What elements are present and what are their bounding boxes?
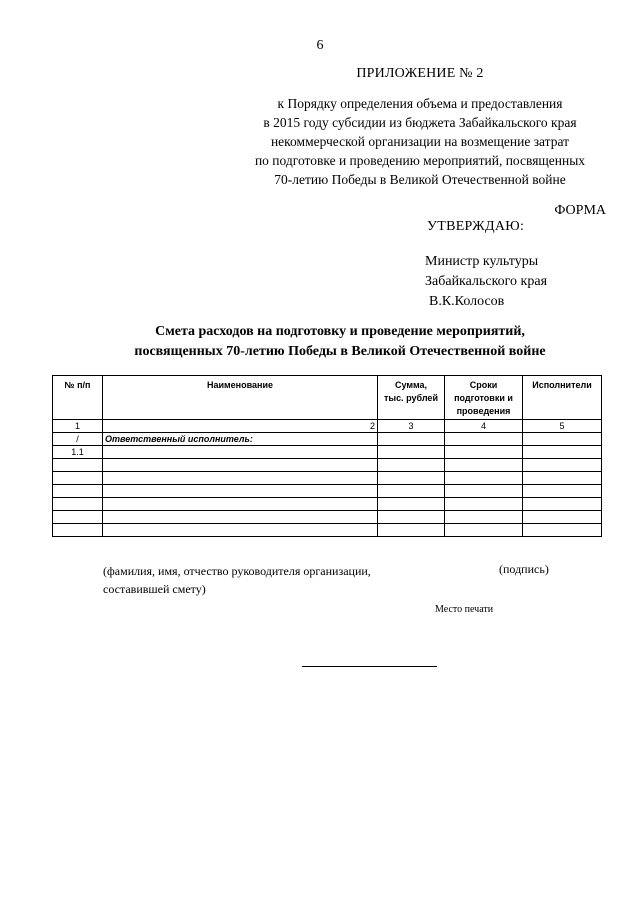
- approver-block: [425, 252, 547, 312]
- table-row: [53, 511, 602, 524]
- appendix-description: [200, 94, 640, 189]
- column-number: 3: [378, 420, 445, 433]
- stamp-place-label: Место печати: [435, 604, 494, 615]
- document-title: [60, 322, 620, 362]
- row-num: [53, 511, 103, 524]
- row-sum: [378, 459, 445, 472]
- column-number: 1: [53, 420, 103, 433]
- row-executors: [523, 459, 602, 472]
- row-name: [103, 485, 378, 498]
- row-sum: [378, 498, 445, 511]
- table-row: [53, 524, 602, 537]
- row-executors: [523, 472, 602, 485]
- row-name: Ответственный исполнитель:: [103, 433, 378, 446]
- approver-name: В.К.Колосов: [429, 294, 505, 309]
- row-terms: [445, 485, 523, 498]
- row-sum: [378, 511, 445, 524]
- appendix-line: некоммерческой организации на возмещение затрат: [270, 134, 570, 149]
- table-row: [53, 485, 602, 498]
- header-sum-line: Сумма,: [394, 380, 428, 390]
- row-name: [103, 446, 378, 459]
- row-name: [103, 472, 378, 485]
- appendix-line: к Порядку определения объема и предоставления: [277, 96, 563, 111]
- row-executors: [523, 511, 602, 524]
- table-row: [53, 498, 602, 511]
- row-terms: [445, 459, 523, 472]
- header-sum-line: тыс. рублей: [384, 393, 438, 403]
- row-num: [53, 524, 103, 537]
- row-terms: [445, 433, 523, 446]
- header-terms-line: Сроки: [469, 380, 498, 390]
- row-sum: [378, 433, 445, 446]
- column-number: 5: [523, 420, 602, 433]
- signatory-caption-line: составившей смету): [103, 582, 206, 596]
- approver-position: Министр культуры: [425, 254, 539, 269]
- appendix-line: по подготовке и проведению мероприятий, посвященных: [254, 153, 586, 168]
- table-row: [53, 433, 602, 446]
- header-terms-line: подготовки и: [454, 393, 513, 403]
- appendix-title: ПРИЛОЖЕНИЕ № 2: [356, 66, 484, 81]
- approval-title: УТВЕРЖДАЮ:: [427, 219, 525, 234]
- header-sum: [378, 376, 445, 420]
- table-header-row: [53, 376, 602, 420]
- header-terms: [445, 376, 523, 420]
- table-row: [53, 459, 602, 472]
- row-num: [53, 472, 103, 485]
- row-executors: [523, 446, 602, 459]
- signature-line: [302, 666, 437, 667]
- page-number: 6: [316, 38, 324, 53]
- row-terms: [445, 524, 523, 537]
- header-name: Наименование: [103, 376, 378, 420]
- row-executors: [523, 485, 602, 498]
- row-terms: [445, 498, 523, 511]
- row-name: [103, 511, 378, 524]
- row-terms: [445, 472, 523, 485]
- signature-caption: (подпись): [499, 562, 549, 576]
- appendix-line: 70-летию Победы в Великой Отечественной войне: [274, 172, 566, 187]
- row-sum: [378, 485, 445, 498]
- row-num: /: [53, 433, 103, 446]
- row-terms: [445, 511, 523, 524]
- signatory-caption-line: (фамилия, имя, отчество руководителя организации,: [103, 564, 371, 578]
- appendix-line: в 2015 году субсидии из бюджета Забайкальского края: [263, 115, 577, 130]
- row-sum: [378, 472, 445, 485]
- row-name: [103, 498, 378, 511]
- document-title-line: Смета расходов на подготовку и проведение мероприятий,: [155, 324, 525, 339]
- row-name: [103, 524, 378, 537]
- header-executors: Исполнители: [523, 376, 602, 420]
- header-terms-line: проведения: [456, 406, 511, 416]
- signatory-caption: [103, 562, 371, 598]
- row-sum: [378, 524, 445, 537]
- header-num: № п/п: [53, 376, 103, 420]
- form-label: ФОРМА: [554, 203, 606, 218]
- row-executors: [523, 433, 602, 446]
- table-row: [53, 472, 602, 485]
- table-row: [53, 446, 602, 459]
- budget-table: [52, 375, 602, 537]
- row-num: [53, 498, 103, 511]
- row-name: [103, 459, 378, 472]
- row-num: 1.1: [53, 446, 103, 459]
- row-sum: [378, 446, 445, 459]
- row-num: [53, 485, 103, 498]
- row-terms: [445, 446, 523, 459]
- document-title-line: посвященных 70-летию Победы в Великой Отечественной войне: [134, 344, 546, 359]
- column-number: 2: [103, 420, 378, 433]
- column-number: 4: [445, 420, 523, 433]
- row-num: [53, 459, 103, 472]
- approver-region: Забайкальского края: [425, 274, 548, 289]
- row-executors: [523, 524, 602, 537]
- column-number-row: [53, 420, 602, 433]
- row-executors: [523, 498, 602, 511]
